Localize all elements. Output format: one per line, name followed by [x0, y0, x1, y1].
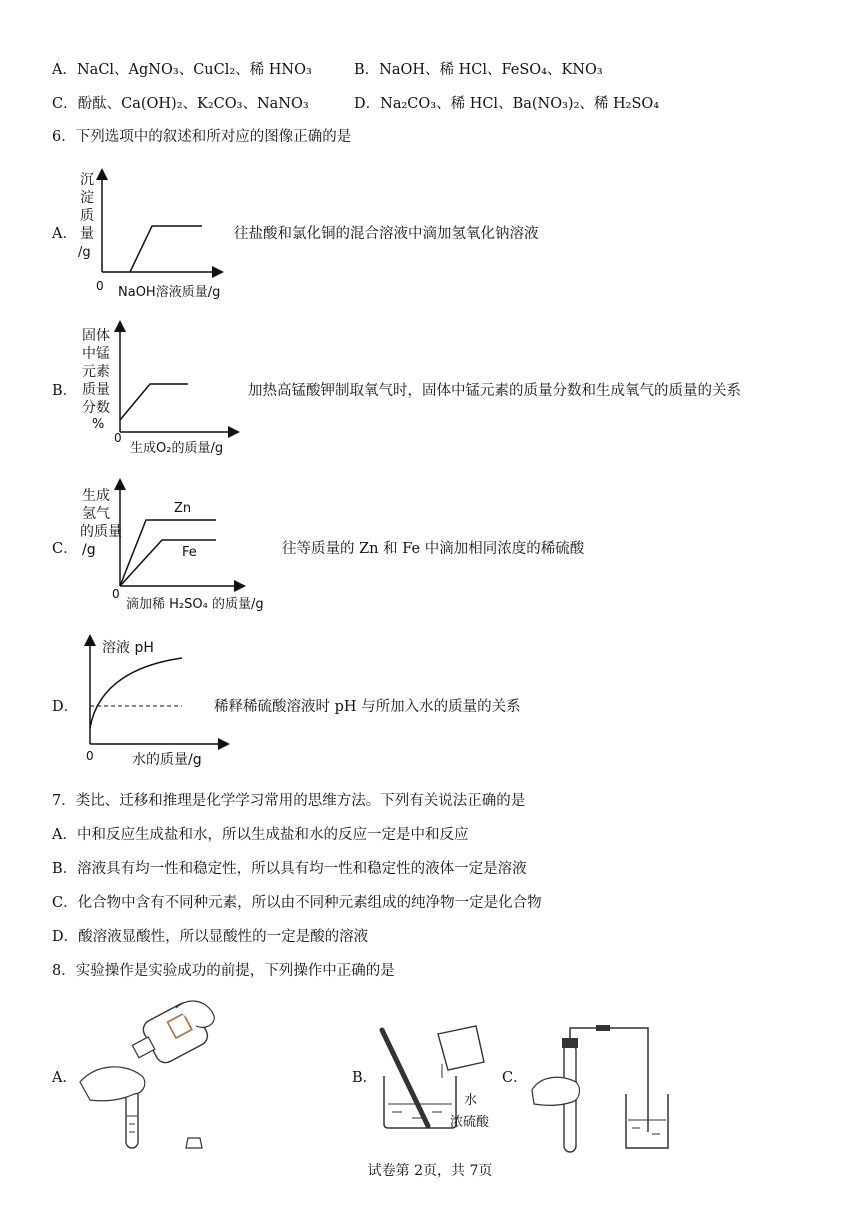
q6-option-a-text: 往盐酸和氯化铜的混合溶液中滴加氢氧化钠溶液 [234, 226, 539, 242]
q6-c-origin: 0 [112, 587, 120, 601]
q6-graph-c [74, 478, 284, 616]
q8-option-b-label: B． [352, 1070, 378, 1086]
q6-a-xlabel: NaOH溶液质量/g [118, 285, 221, 300]
page-footer: 试卷第 2页，共 7页 [367, 1163, 493, 1179]
q7-option-c: C．化合物中含有不同种元素，所以由不同种元素组成的纯净物一定是化合物 [52, 895, 542, 911]
hand-icon [532, 1077, 579, 1105]
q6-b-ylabel-5: % [92, 417, 105, 432]
q6-option-b-label: B． [52, 383, 78, 399]
pouring-beaker-icon [438, 1026, 484, 1070]
q6-option-c-text: 往等质量的 Zn 和 Fe 中滴加相同浓度的稀硫酸 [282, 541, 585, 557]
q6-b-ylabel-4: 分数 [82, 400, 110, 416]
q6-c-curve-fe [120, 540, 216, 586]
q6-a-curve [130, 226, 202, 272]
rubber-stopper-icon [562, 1038, 578, 1048]
q7-option-a: A．中和反应生成盐和水，所以生成盐和水的反应一定是中和反应 [52, 827, 469, 843]
q7-stem: 7．类比、迁移和推理是化学学习常用的思维方法。下列有关说法正确的是 [52, 793, 526, 809]
q7-option-d: D．酸溶液显酸性，所以显酸性的一定是酸的溶液 [52, 929, 369, 945]
q6-c-series-zn: Zn [174, 501, 192, 516]
q6-b-ylabel-0: 固体 [82, 328, 110, 344]
q6-c-xlabel: 滴加稀 H₂SO₄ 的质量/g [126, 597, 264, 612]
q5-option-b [354, 60, 603, 80]
delivery-tube-icon [570, 1028, 648, 1132]
q6-b-origin: 0 [114, 431, 122, 445]
q5-option-d [354, 94, 659, 114]
q6-graph-a [72, 166, 242, 306]
q8-figure-b [372, 1022, 502, 1134]
q8-b-acid-label: 浓硫酸 [450, 1115, 490, 1130]
beaker-icon [626, 1094, 668, 1148]
q6-b-ylabel-1: 中锰 [82, 346, 110, 362]
tube-connector [596, 1025, 610, 1031]
q5-option-c [52, 94, 309, 114]
q8-option-c-label: C． [502, 1070, 528, 1086]
q6-graph-b [74, 320, 254, 462]
q5-option-a-label: A． [52, 62, 77, 78]
beaker-icon [384, 1076, 456, 1128]
q6-stem: 6．下列选项中的叙述和所对应的图像正确的是 [52, 129, 352, 145]
q8-figure-c [530, 1020, 680, 1158]
stopper-icon [186, 1138, 202, 1148]
q6-a-ylabel-2: 质 [80, 208, 94, 224]
q7-option-b: B．溶液具有均一性和稳定性，所以具有均一性和稳定性的液体一定是溶液 [52, 861, 527, 877]
q6-option-b-text: 加热高锰酸钾制取氧气时，固体中锰元素的质量分数和生成氧气的质量的关系 [248, 383, 741, 399]
q6-option-d-text: 稀释稀硫酸溶液时 pH 与所加入水的质量的关系 [214, 699, 521, 715]
q6-a-ylabel-3: 量 [80, 226, 94, 242]
q6-a-ylabel-1: 淀 [80, 190, 94, 206]
q6-option-c-label: C． [52, 541, 78, 557]
q5-option-a-text: NaCl、AgNO₃、CuCl₂、稀 HNO₃ [76, 62, 312, 78]
q5-option-d-label: D． [354, 96, 381, 112]
q5-option-b-label: B． [354, 62, 380, 78]
q6-d-curve [90, 658, 182, 728]
q8-stem: 8．实验操作是实验成功的前提，下列操作中正确的是 [52, 963, 395, 979]
q6-a-ylabel-0: 沉 [80, 172, 94, 188]
q6-d-ylabel: 溶液 pH [102, 640, 154, 656]
q5-option-d-text: Na₂CO₃、稀 HCl、Ba(NO₃)₂、稀 H₂SO₄ [380, 96, 660, 112]
q8-b-water-label: 水 [464, 1093, 478, 1108]
q5-option-a [52, 60, 312, 80]
q6-option-a-label: A． [52, 226, 77, 242]
q6-c-series-fe: Fe [182, 545, 197, 560]
q6-d-xlabel: 水的质量/g [132, 752, 202, 768]
q6-b-curve [120, 384, 188, 420]
q6-b-ylabel-2: 元素 [82, 364, 110, 380]
q6-c-curve-zn [120, 520, 216, 586]
q5-option-c-label: C． [52, 96, 78, 112]
q6-c-ylabel-0: 生成 [82, 488, 110, 504]
q5-option-b-text: NaOH、稀 HCl、FeSO₄、KNO₃ [379, 62, 603, 78]
q8-option-a-label: A． [52, 1070, 77, 1086]
q6-c-ylabel-2: 的质量 [80, 524, 122, 540]
q6-a-ylabel-4: /g [78, 245, 91, 260]
q6-option-d-label: D． [52, 699, 79, 715]
q6-c-ylabel-3: /g [82, 542, 96, 558]
q6-b-ylabel-3: 质量 [82, 382, 110, 398]
q6-b-xlabel: 生成O₂的质量/g [130, 441, 224, 456]
q6-d-origin: 0 [86, 749, 94, 763]
q5-option-c-text: 酚酞、Ca(OH)₂、K₂CO₃、NaNO₃ [77, 96, 309, 112]
q6-c-ylabel-1: 氢气 [82, 506, 110, 522]
glass-rod-icon [382, 1030, 428, 1126]
q6-a-origin: 0 [96, 279, 104, 293]
q8-figure-a [76, 990, 226, 1160]
